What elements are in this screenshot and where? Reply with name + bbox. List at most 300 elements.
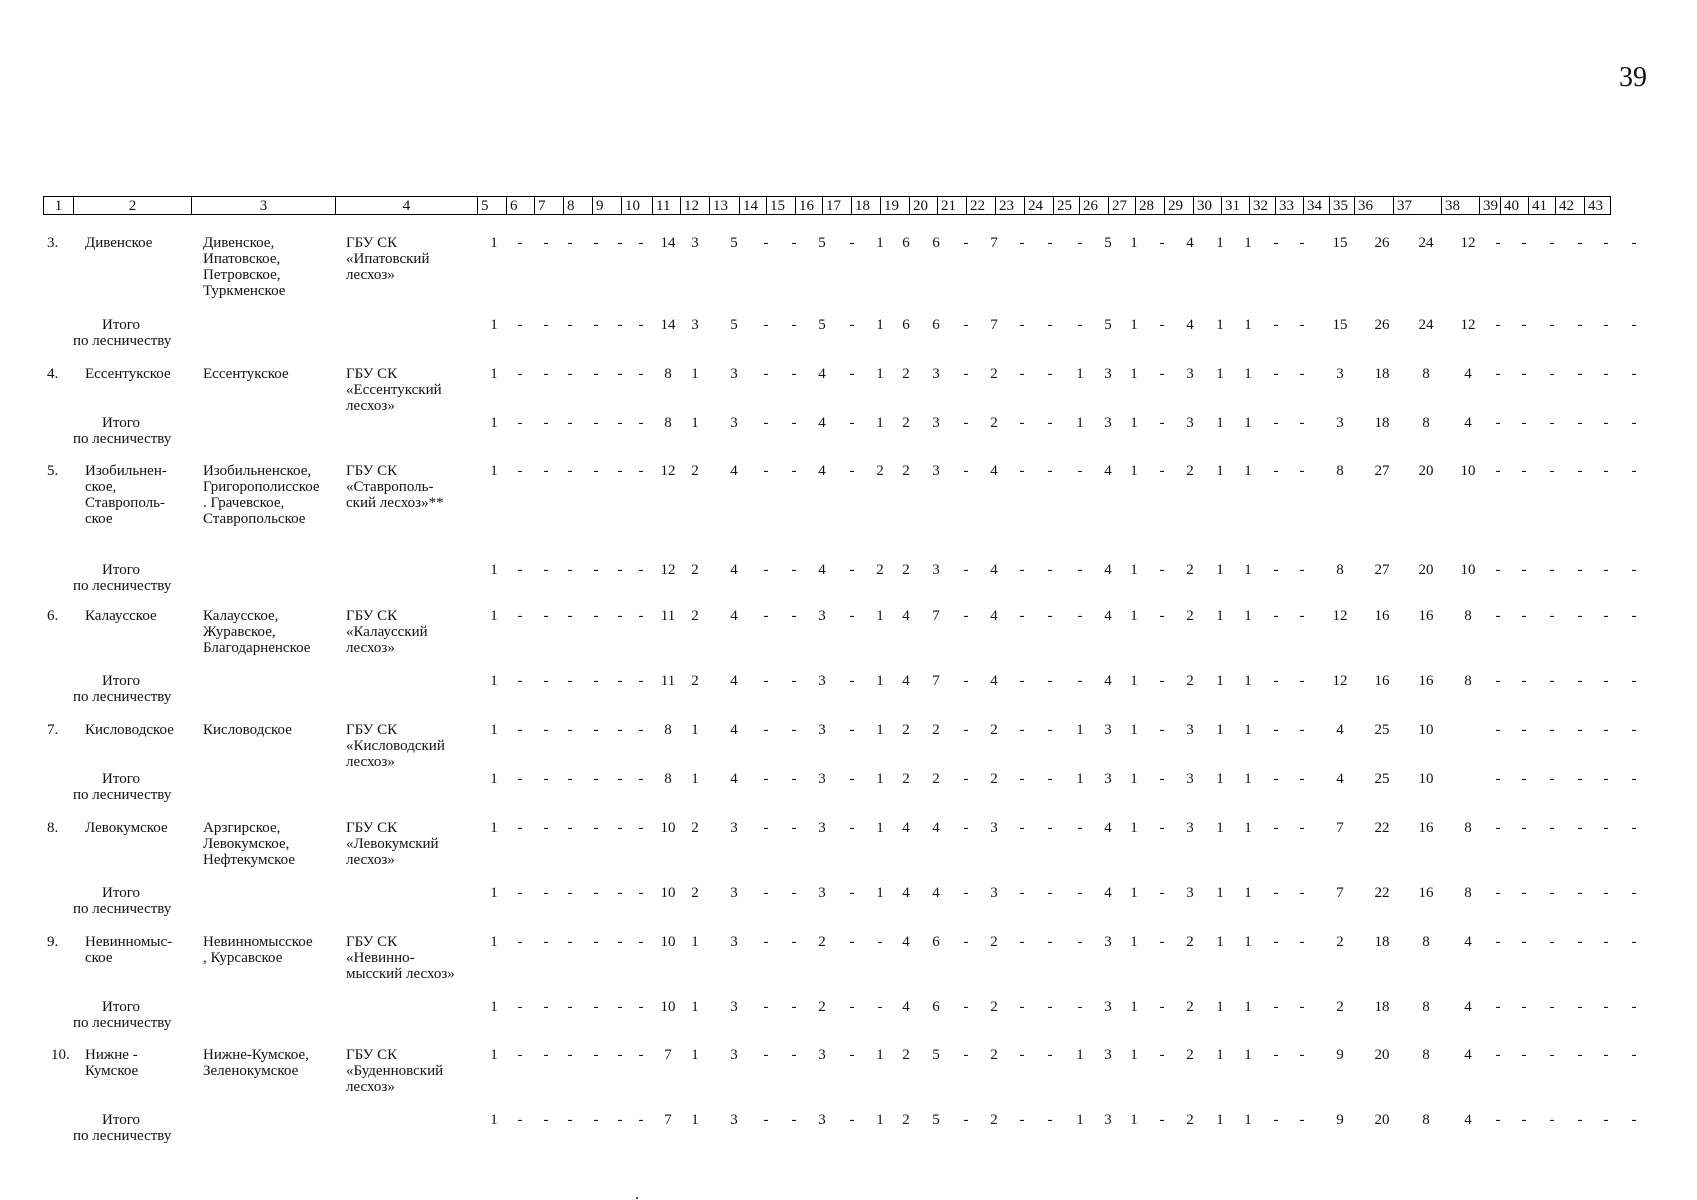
value-cell: -	[1549, 934, 1555, 950]
value-cell: 4	[902, 608, 910, 624]
total-value-cell: -	[849, 415, 855, 431]
value-cell: -	[791, 934, 797, 950]
value-cell: 3	[932, 366, 940, 382]
value-cell: 7	[664, 1047, 672, 1063]
value-cell: -	[1521, 820, 1527, 836]
total-value-cell: 1	[1130, 317, 1138, 333]
total-value-cell: 26	[1374, 317, 1390, 333]
value-cell: 1	[876, 608, 884, 624]
value-cell: -	[567, 235, 573, 251]
total-value-cell: -	[1273, 771, 1279, 787]
total-value-cell: 1	[490, 885, 498, 901]
value-cell: -	[791, 366, 797, 382]
value-cell: 2	[1186, 1047, 1194, 1063]
total-value-cell: 3	[730, 885, 738, 901]
total-value-cell: -	[791, 999, 797, 1015]
value-cell: 6	[902, 235, 910, 251]
header-cell: 32	[1249, 196, 1276, 215]
value-cell: -	[1159, 366, 1165, 382]
header-cell: 7	[534, 196, 564, 215]
value-cell: 4	[730, 463, 738, 479]
district-name: Ессентукское	[203, 366, 289, 382]
total-value-cell: -	[1273, 562, 1279, 578]
value-cell: -	[638, 608, 644, 624]
value-cell: 20	[1418, 463, 1434, 479]
total-value-cell: 22	[1374, 885, 1390, 901]
header-cell: 21	[937, 196, 967, 215]
value-cell: 3	[1104, 722, 1112, 738]
total-value-cell: -	[617, 885, 623, 901]
district-name: . Грачевское,	[203, 495, 285, 511]
total-value-cell: -	[638, 1112, 644, 1128]
value-cell: 2	[902, 722, 910, 738]
header-cell: 29	[1164, 196, 1194, 215]
total-value-cell: -	[1047, 415, 1053, 431]
value-cell: 2	[876, 463, 884, 479]
total-value-cell: -	[1159, 673, 1165, 689]
district-name: Дивенское,	[203, 235, 275, 251]
value-cell: -	[543, 235, 549, 251]
value-cell: 4	[1104, 820, 1112, 836]
total-value-cell: -	[617, 317, 623, 333]
total-value-cell: -	[963, 562, 969, 578]
value-cell: -	[517, 608, 523, 624]
total-value-cell: -	[567, 999, 573, 1015]
total-value-cell: -	[1019, 1112, 1025, 1128]
total-value-cell: 1	[876, 317, 884, 333]
value-cell: 2	[818, 934, 826, 950]
value-cell: 1	[490, 608, 498, 624]
value-cell: -	[1019, 235, 1025, 251]
value-cell: -	[1159, 608, 1165, 624]
value-cell: -	[1495, 1047, 1501, 1063]
value-cell: 5	[818, 235, 826, 251]
value-cell: 14	[660, 235, 676, 251]
total-value-cell: -	[1019, 999, 1025, 1015]
row-number: 8.	[47, 820, 59, 836]
value-cell: -	[1077, 934, 1083, 950]
total-value-cell: -	[593, 415, 599, 431]
row-number: 7.	[47, 722, 59, 738]
value-cell: 7	[1336, 820, 1344, 836]
total-value-cell: 1	[490, 317, 498, 333]
value-cell: 1	[1216, 608, 1224, 624]
total-value-cell: 1	[1076, 415, 1084, 431]
total-value-cell: -	[849, 885, 855, 901]
total-label: Итого	[102, 415, 140, 431]
value-cell: 2	[902, 366, 910, 382]
value-cell: 2	[902, 463, 910, 479]
header-cell: 27	[1108, 196, 1136, 215]
total-value-cell: 2	[932, 771, 940, 787]
total-value-cell: -	[1603, 999, 1609, 1015]
total-value-cell: -	[1521, 1112, 1527, 1128]
total-value-cell: 1	[1244, 999, 1252, 1015]
total-value-cell: 9	[1336, 1112, 1344, 1128]
total-value-cell: 4	[1104, 885, 1112, 901]
forestry-name: Кумское	[85, 1063, 139, 1079]
value-cell: 8	[1464, 820, 1472, 836]
value-cell: -	[1577, 1047, 1583, 1063]
value-cell: 8	[664, 722, 672, 738]
value-cell: 2	[1336, 934, 1344, 950]
total-value-cell: -	[638, 885, 644, 901]
header-cell: 13	[709, 196, 740, 215]
total-value-cell: 3	[730, 1112, 738, 1128]
header-cell: 10	[621, 196, 653, 215]
row-number: 3.	[47, 235, 59, 251]
value-cell: 3	[1104, 366, 1112, 382]
value-cell: 1	[1216, 722, 1224, 738]
value-cell: -	[1299, 366, 1305, 382]
district-name: Ставропольское	[203, 511, 306, 527]
total-value-cell: 2	[1186, 1112, 1194, 1128]
total-value-cell: -	[1603, 885, 1609, 901]
total-label: по лесничеству	[73, 787, 172, 803]
total-value-cell: 2	[876, 562, 884, 578]
total-value-cell: -	[1495, 673, 1501, 689]
total-value-cell: 1	[1244, 885, 1252, 901]
value-cell: -	[1159, 722, 1165, 738]
value-cell: -	[617, 463, 623, 479]
value-cell: 1	[490, 1047, 498, 1063]
value-cell: -	[963, 235, 969, 251]
total-label: по лесничеству	[73, 333, 172, 349]
value-cell: 3	[1104, 1047, 1112, 1063]
total-value-cell: 4	[902, 673, 910, 689]
total-value-cell: -	[1631, 562, 1637, 578]
value-cell: -	[849, 1047, 855, 1063]
header-cell: 5	[477, 196, 507, 215]
total-value-cell: 3	[932, 415, 940, 431]
total-value-cell: -	[1299, 885, 1305, 901]
total-value-cell: 16	[1374, 673, 1390, 689]
total-value-cell: -	[543, 771, 549, 787]
forestry-name: Левокумское	[85, 820, 168, 836]
total-value-cell: 2	[990, 1112, 998, 1128]
header-cell: 19	[880, 196, 910, 215]
value-cell: -	[1047, 366, 1053, 382]
total-value-cell: 1	[490, 562, 498, 578]
total-value-cell: 3	[932, 562, 940, 578]
value-cell: -	[963, 463, 969, 479]
value-cell: -	[1631, 235, 1637, 251]
value-cell: -	[763, 235, 769, 251]
organization-name: лесхоз»	[346, 852, 395, 868]
total-value-cell: -	[593, 885, 599, 901]
total-value-cell: -	[1495, 1112, 1501, 1128]
total-value-cell: -	[567, 1112, 573, 1128]
value-cell: -	[1577, 235, 1583, 251]
district-name: Благодарненское	[203, 640, 311, 656]
total-value-cell: -	[763, 673, 769, 689]
total-value-cell: -	[1159, 1112, 1165, 1128]
value-cell: 2	[691, 463, 699, 479]
header-cell: 2	[73, 196, 192, 215]
total-value-cell: 3	[1104, 771, 1112, 787]
total-value-cell: -	[1047, 562, 1053, 578]
value-cell: -	[543, 722, 549, 738]
value-cell: -	[593, 722, 599, 738]
total-value-cell: 8	[1422, 1112, 1430, 1128]
organization-name: ГБУ СК	[346, 722, 398, 738]
total-value-cell: -	[1549, 999, 1555, 1015]
total-value-cell: -	[963, 415, 969, 431]
value-cell: 4	[1186, 235, 1194, 251]
value-cell: -	[1159, 934, 1165, 950]
total-value-cell: 2	[990, 999, 998, 1015]
value-cell: -	[1549, 722, 1555, 738]
total-value-cell: 3	[990, 885, 998, 901]
value-cell: -	[849, 820, 855, 836]
total-value-cell: -	[963, 885, 969, 901]
value-cell: -	[1577, 608, 1583, 624]
organization-name: «Левокумский	[346, 836, 439, 852]
total-value-cell: -	[849, 562, 855, 578]
value-cell: -	[1047, 820, 1053, 836]
value-cell: -	[1299, 463, 1305, 479]
value-cell: -	[543, 1047, 549, 1063]
total-value-cell: -	[1603, 562, 1609, 578]
total-value-cell: -	[1495, 885, 1501, 901]
value-cell: 1	[876, 722, 884, 738]
total-value-cell: -	[1549, 1112, 1555, 1128]
total-label: Итого	[102, 673, 140, 689]
value-cell: -	[1273, 1047, 1279, 1063]
total-value-cell: -	[517, 999, 523, 1015]
value-cell: -	[1273, 235, 1279, 251]
value-cell: -	[1495, 820, 1501, 836]
total-value-cell: -	[877, 999, 883, 1015]
value-cell: -	[963, 608, 969, 624]
row-number: 9.	[47, 934, 59, 950]
total-value-cell: -	[791, 317, 797, 333]
value-cell: -	[1549, 1047, 1555, 1063]
value-cell: 2	[1186, 463, 1194, 479]
value-cell: 4	[818, 463, 826, 479]
total-value-cell: -	[763, 415, 769, 431]
value-cell: 5	[730, 235, 738, 251]
value-cell: 3	[730, 820, 738, 836]
value-cell: -	[517, 722, 523, 738]
total-value-cell: 2	[691, 562, 699, 578]
value-cell: -	[517, 934, 523, 950]
value-cell: 2	[990, 934, 998, 950]
value-cell: -	[1299, 235, 1305, 251]
row-number: 10.	[51, 1047, 70, 1063]
total-value-cell: 5	[932, 1112, 940, 1128]
value-cell: -	[593, 463, 599, 479]
total-value-cell: -	[963, 771, 969, 787]
value-cell: -	[617, 366, 623, 382]
total-label: Итого	[102, 771, 140, 787]
value-cell: -	[567, 366, 573, 382]
value-cell: -	[1077, 820, 1083, 836]
total-value-cell: -	[638, 771, 644, 787]
header-cell: 40	[1500, 196, 1529, 215]
total-value-cell: 18	[1374, 415, 1390, 431]
total-value-cell: 4	[902, 885, 910, 901]
value-cell: 4	[902, 934, 910, 950]
value-cell: 1	[490, 366, 498, 382]
total-value-cell: 12	[1332, 673, 1348, 689]
value-cell: -	[1521, 235, 1527, 251]
value-cell: 4	[932, 820, 940, 836]
value-cell: -	[1019, 722, 1025, 738]
value-cell: 1	[1076, 366, 1084, 382]
total-value-cell: -	[638, 415, 644, 431]
value-cell: -	[763, 463, 769, 479]
total-value-cell: 3	[730, 415, 738, 431]
total-value-cell: -	[1577, 562, 1583, 578]
organization-name: ский лесхоз»**	[346, 495, 444, 511]
total-value-cell: -	[517, 415, 523, 431]
total-value-cell: -	[593, 673, 599, 689]
total-value-cell: -	[1495, 771, 1501, 787]
total-value-cell: -	[1631, 999, 1637, 1015]
total-value-cell: 27	[1374, 562, 1390, 578]
total-value-cell: -	[1299, 673, 1305, 689]
total-value-cell: -	[567, 885, 573, 901]
total-value-cell: 1	[691, 999, 699, 1015]
total-value-cell: 1	[876, 673, 884, 689]
value-cell: -	[638, 463, 644, 479]
value-cell: -	[1299, 722, 1305, 738]
value-cell: 4	[730, 722, 738, 738]
value-cell: -	[1549, 608, 1555, 624]
total-value-cell: 1	[1130, 673, 1138, 689]
total-value-cell: 7	[1336, 885, 1344, 901]
total-value-cell: -	[1521, 415, 1527, 431]
value-cell: 8	[1336, 463, 1344, 479]
total-value-cell: 18	[1374, 999, 1390, 1015]
total-value-cell: -	[1019, 317, 1025, 333]
total-value-cell: -	[1549, 673, 1555, 689]
organization-name: ГБУ СК	[346, 366, 398, 382]
total-value-cell: -	[1159, 999, 1165, 1015]
total-value-cell: 1	[490, 673, 498, 689]
total-value-cell: 5	[730, 317, 738, 333]
value-cell: -	[543, 934, 549, 950]
value-cell: -	[791, 820, 797, 836]
header-cell: 25	[1053, 196, 1080, 215]
value-cell: 2	[1186, 608, 1194, 624]
total-value-cell: -	[1299, 1112, 1305, 1128]
value-cell: 1	[490, 722, 498, 738]
value-cell: -	[849, 235, 855, 251]
header-cell: 9	[592, 196, 622, 215]
total-value-cell: -	[1273, 885, 1279, 901]
value-cell: 4	[1464, 1047, 1472, 1063]
total-value-cell: 1	[876, 1112, 884, 1128]
total-value-cell: -	[543, 415, 549, 431]
total-value-cell: -	[617, 673, 623, 689]
total-value-cell: 7	[932, 673, 940, 689]
total-value-cell: -	[763, 999, 769, 1015]
value-cell: -	[1495, 934, 1501, 950]
value-cell: -	[1577, 820, 1583, 836]
total-value-cell: 1	[1244, 415, 1252, 431]
value-cell: -	[593, 608, 599, 624]
total-value-cell: -	[1273, 1112, 1279, 1128]
value-cell: -	[1577, 934, 1583, 950]
total-label: Итого	[102, 885, 140, 901]
value-cell: 7	[990, 235, 998, 251]
value-cell: -	[1159, 820, 1165, 836]
total-value-cell: -	[791, 771, 797, 787]
value-cell: 4	[1464, 366, 1472, 382]
value-cell: 11	[660, 608, 676, 624]
total-value-cell: 4	[990, 673, 998, 689]
value-cell: 12	[1460, 235, 1476, 251]
total-value-cell: 1	[1244, 562, 1252, 578]
total-value-cell: -	[963, 317, 969, 333]
value-cell: 12	[660, 463, 676, 479]
value-cell: -	[1521, 608, 1527, 624]
value-cell: 26	[1374, 235, 1390, 251]
value-cell: 1	[876, 820, 884, 836]
value-cell: -	[617, 235, 623, 251]
value-cell: -	[1299, 1047, 1305, 1063]
total-value-cell: -	[791, 415, 797, 431]
total-value-cell: -	[1495, 999, 1501, 1015]
value-cell: -	[638, 1047, 644, 1063]
value-cell: -	[1273, 463, 1279, 479]
total-value-cell: 15	[1332, 317, 1348, 333]
total-value-cell: -	[1631, 415, 1637, 431]
total-value-cell: 4	[1464, 999, 1472, 1015]
value-cell: 5	[932, 1047, 940, 1063]
total-value-cell: -	[1631, 771, 1637, 787]
value-cell: -	[638, 722, 644, 738]
total-label: Итого	[102, 317, 140, 333]
value-cell: -	[1603, 463, 1609, 479]
total-value-cell: -	[1577, 771, 1583, 787]
organization-name: лесхоз»	[346, 1079, 395, 1095]
total-value-cell: -	[849, 317, 855, 333]
total-value-cell: 3	[730, 999, 738, 1015]
value-cell: -	[791, 722, 797, 738]
district-name: Кисловодское	[203, 722, 292, 738]
total-value-cell: -	[1077, 317, 1083, 333]
total-value-cell: 2	[818, 999, 826, 1015]
total-value-cell: -	[1577, 415, 1583, 431]
value-cell: 1	[1244, 820, 1252, 836]
total-value-cell: 10	[1460, 562, 1476, 578]
total-value-cell: 2	[691, 885, 699, 901]
total-value-cell: -	[517, 885, 523, 901]
total-value-cell: -	[1019, 885, 1025, 901]
total-value-cell: -	[1631, 673, 1637, 689]
total-value-cell: 4	[818, 415, 826, 431]
value-cell: 3	[990, 820, 998, 836]
total-value-cell: -	[638, 673, 644, 689]
total-value-cell: 3	[818, 885, 826, 901]
value-cell: 1	[1130, 1047, 1138, 1063]
value-cell: -	[763, 366, 769, 382]
forestry-name: Ставрополь-	[85, 495, 165, 511]
total-value-cell: 1	[876, 771, 884, 787]
total-value-cell: -	[849, 673, 855, 689]
total-value-cell: 5	[818, 317, 826, 333]
value-cell: 1	[691, 366, 699, 382]
total-value-cell: -	[543, 673, 549, 689]
value-cell: -	[1631, 934, 1637, 950]
value-cell: 8	[664, 366, 672, 382]
total-value-cell: 1	[1130, 562, 1138, 578]
total-value-cell: 4	[730, 673, 738, 689]
value-cell: 27	[1374, 463, 1390, 479]
